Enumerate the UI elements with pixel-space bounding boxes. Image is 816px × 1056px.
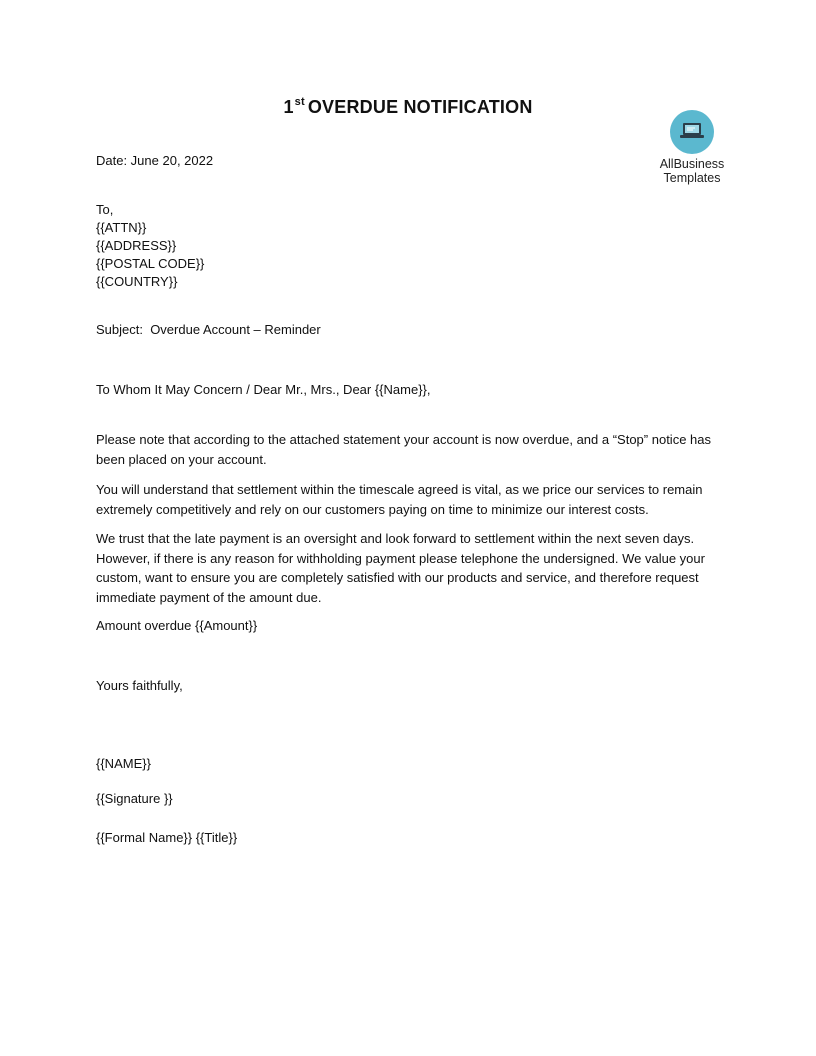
logo-badge <box>670 110 714 154</box>
logo-line-1: AllBusiness <box>659 157 725 171</box>
body-paragraph-1: Please note that according to the attached statement your account is now overdue, and a “Stop” notice has been placed on your account. <box>96 432 711 467</box>
letter-date: Date: June 20, 2022 <box>96 153 214 168</box>
recipient-attn: {{ATTN}} <box>96 220 147 235</box>
body-paragraph-3: We trust that the late payment is an oversight and look forward to settlement within the next seven days. However, if there is any reason for withholding payment please telephone the undersigned. We value your custom, want to ensure you are completely satisfied with our products and service, and therefore request immediate payment of the amount due. <box>96 531 705 605</box>
salutation: To Whom It May Concern / Dear Mr., Mrs., Dear {{Name}}, <box>96 382 431 397</box>
logo-text <box>652 157 732 185</box>
subject-line: Subject: Overdue Account – Reminder <box>96 322 321 337</box>
brand-logo <box>652 110 732 185</box>
recipient-to: To, <box>96 202 114 217</box>
closing: Yours faithfully, <box>96 678 183 693</box>
signatory-name: {{NAME}} <box>96 756 151 771</box>
title-ordinal-suffix: st <box>294 96 305 108</box>
formal-name-title: {{Formal Name}} {{Title}} <box>96 830 238 845</box>
laptop-icon <box>677 119 707 143</box>
recipient-country: {{COUNTRY}} <box>96 274 178 289</box>
title-text: OVERDUE NOTIFICATION <box>307 97 533 117</box>
recipient-address: {{ADDRESS}} <box>96 238 177 253</box>
logo-line-2: Templates <box>663 171 721 185</box>
signature-placeholder: {{Signature }} <box>96 791 173 806</box>
recipient-postal-code: {{POSTAL CODE}} <box>96 256 205 271</box>
body-paragraph-2: You will understand that settlement within the timescale agreed is vital, as we price our services to remain extremely competitively and rely on our customers paying on time to minimize our interest costs. <box>96 482 703 517</box>
title-number: 1 <box>283 97 294 117</box>
amount-overdue: Amount overdue {{Amount}} <box>96 618 258 633</box>
